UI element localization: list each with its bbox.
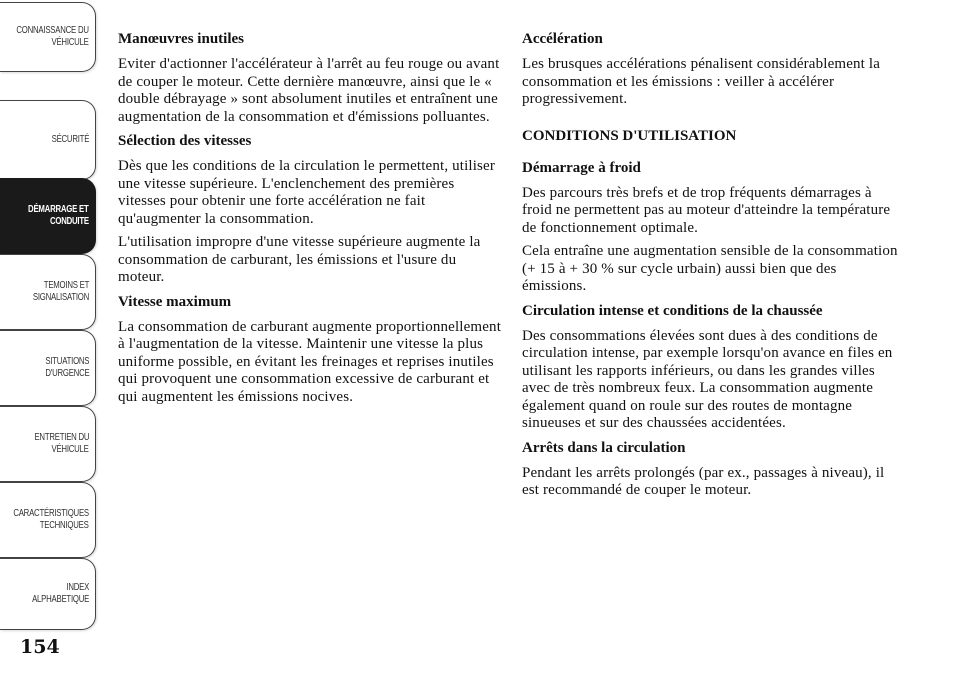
tab-label-line2: SIGNALISATION: [32, 292, 89, 303]
page-number: 154: [20, 636, 60, 658]
chapter-heading-conditions: CONDITIONS D'UTILISATION: [522, 127, 737, 144]
tab-temoins-et-signalisation[interactable]: [0, 254, 96, 330]
tab-label-line1: TEMOINS ET: [43, 280, 89, 291]
tab-entretien-du-vehicule[interactable]: [0, 406, 96, 482]
section-title-circulation-intense: Circulation intense et conditions de la chaussée: [522, 302, 823, 319]
paragraph-acceleration: Les brusques accélérations pénalisent considérablement la consommation et les émissions : veiller à accélérer progressivement.: [522, 56, 880, 107]
paragraph-manoeuvres: Eviter d'actionner l'accélérateur à l'arrêt au feu rouge ou avant de couper le moteur. Cette dernière manœuvre, ainsi que le « double débrayage » sont absolument inutiles et entraînent une augmentation de la consommation et d'émissions polluantes.: [118, 56, 500, 125]
tab-label-line2: D'URGENCE: [44, 368, 89, 379]
tab-securite[interactable]: [0, 100, 96, 180]
tab-label-line1: CARACTÉRISTIQUES: [13, 508, 89, 519]
tab-label-line1: CONNAISSANCE DU: [16, 25, 89, 36]
tab-demarrage-et-conduite[interactable]: [0, 178, 96, 254]
tab-connaissance-du-vehicule[interactable]: [0, 2, 96, 72]
tab-label-line2: ALPHABETIQUE: [31, 594, 89, 605]
section-title-demarrage-froid: Démarrage à froid: [522, 159, 641, 176]
paragraph-demarrage-froid-1: Des parcours très brefs et de trop fréquents démarrages à froid ne permettent pas au moteur d'atteindre la température de fonctionnement optimale.: [522, 184, 891, 236]
tab-label-line1: SITUATIONS: [45, 356, 89, 367]
section-title-vitesse-maximum: Vitesse maximum: [118, 293, 232, 310]
tab-label-line2: CONDUITE: [50, 216, 89, 227]
tab-label-line1: SÉCURITÉ: [51, 134, 89, 145]
right-column: [522, 30, 902, 506]
tab-caracteristiques-techniques[interactable]: [0, 482, 96, 558]
section-title-acceleration: Accélération: [522, 31, 603, 47]
tab-situations-d-urgence[interactable]: [0, 330, 96, 406]
paragraph-vitesses-2: L'utilisation impropre d'une vitesse supérieure augmente la consommation de carburant, les émissions et l'usure du moteur.: [118, 234, 481, 285]
tab-label-line1: DÉMARRAGE ET: [28, 204, 89, 215]
section-title-manoeuvres: Manœuvres inutiles: [118, 31, 244, 47]
tab-label-line2: TECHNIQUES: [40, 520, 89, 531]
section-title-arrets: Arrêts dans la circulation: [522, 439, 686, 456]
tab-label-line2: VÉHICULE: [51, 444, 89, 455]
paragraph-arrets: Pendant les arrêts prolongés (par ex., passages à niveau), il est recommandé de couper le moteur.: [522, 464, 885, 498]
left-column: [118, 30, 503, 412]
tab-label-line1: INDEX: [66, 582, 89, 593]
tab-index-alphabetique[interactable]: [0, 558, 96, 630]
paragraph-vitesse-maximum: La consommation de carburant augmente proportionnellement à l'augmentation de la vitesse. Maintenir une vitesse la plus uniforme possible, en évitant les freinages et reprises inutiles qui provoquent une consommation excessive de carburant et qui augmentent les émissions nocives.: [118, 318, 502, 405]
paragraph-demarrage-froid-2: Cela entraîne une augmentation sensible de la consommation (+ 15 à + 30 % sur cycle urbain) aussi bien que des émissions.: [522, 243, 898, 294]
paragraph-circulation-intense: Des consommations élevées sont dues à des conditions de circulation intense, par exemple lorsqu'on avance en files en utilisant les rapports inférieurs, ou dans les grandes villes avec de très nombreux feux. La consommation augmente également quand on roule sur des routes de montagne sinueuses et sur des chaussées accidentées.: [522, 327, 893, 431]
tab-label-line2: VÉHICULE: [51, 37, 89, 48]
section-title-vitesses: Sélection des vitesses: [118, 133, 252, 149]
paragraph-vitesses-1: Dès que les conditions de la circulation le permettent, utiliser une vitesse supérieure. L'enclenchement des premières vitesses pour obtenir une forte accélération ne fait qu'augmenter la consommation.: [118, 158, 495, 227]
tab-label-line1: ENTRETIEN DU: [34, 432, 89, 443]
